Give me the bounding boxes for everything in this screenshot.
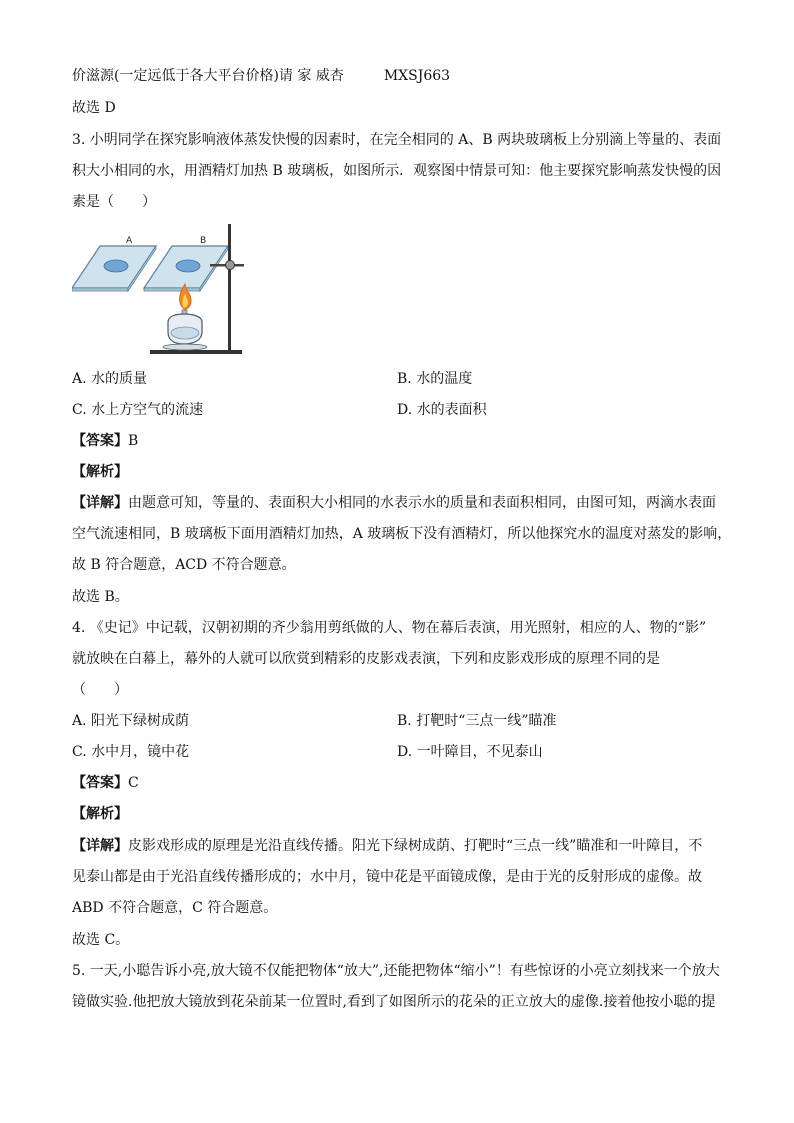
q3-option-c: C. 水上方空气的流速	[72, 402, 204, 418]
q4-detail-line3: ABD 不符合题意，C 符合题意。	[72, 900, 278, 916]
q4-option-a: A. 阳光下绿树成荫	[72, 713, 190, 729]
q3-detail-line2: 空气流速相同，B 玻璃板下面用酒精灯加热，A 玻璃板下没有酒精灯，所以他探究水的温度对蒸发的影响，	[72, 526, 732, 542]
q3-option-a: A. 水的质量	[72, 371, 148, 387]
detail-tag: 【详解】	[72, 495, 128, 511]
plate-b-label: B	[200, 236, 207, 246]
q3-conclusion: 故选 B。	[72, 589, 129, 605]
header-code: MXSJ663	[383, 68, 451, 84]
q3-stem-line3: 素是（ ）	[72, 194, 156, 210]
q3-stem-line1: 3. 小明同学在探究影响液体蒸发快慢的因素时，在完全相同的 A、B 两块玻璃板上分别滴上等量的、表面	[72, 132, 722, 148]
q2-conclusion: 故选 D	[72, 100, 116, 116]
q4-option-b: B. 打靶时“三点一线”瞄准	[397, 713, 557, 729]
q3-detail-line3: 故 B 符合题意，ACD 不符合题意。	[72, 557, 296, 573]
q4-option-d: D. 一叶障目，不见泰山	[397, 744, 543, 760]
water-drop-a	[104, 260, 128, 272]
q4-stem-line1: 4. 《史记》中记载，汉朝初期的齐少翁用剪纸做的人、物在幕后表演，用光照射，相应的人、物的“影”	[72, 620, 707, 636]
answer-tag: 【答案】	[72, 433, 128, 449]
q3-detail-line1	[72, 493, 716, 513]
q5-stem-line2: 镜做实验.他把放大镜放到花朵前某一位置时,看到了如图所示的花朵的正立放大的虚像.接着他按小聪的提	[72, 994, 716, 1010]
answer-value: C	[128, 775, 139, 791]
clamp-icon	[226, 261, 235, 270]
detail-text: 皮影戏形成的原理是光沿直线传播。阳光下绿树成荫、打靶时“三点一线”瞄准和一叶障目，不	[128, 838, 703, 854]
answer-value: B	[128, 433, 139, 449]
q4-option-c: C. 水中月，镜中花	[72, 744, 190, 760]
q3-option-b: B. 水的温度	[397, 371, 473, 387]
detail-text: 由题意可知，等量的、表面积大小相同的水表示水的质量和表面积相同，由图可知，两滴水表面	[128, 495, 716, 511]
q3-option-d: D. 水的表面积	[397, 402, 487, 418]
stand-rod	[228, 224, 231, 352]
q3-answer	[72, 431, 138, 451]
q4-detail-line2: 见泰山都是由于光沿直线传播形成的；水中月，镜中花是平面镜成像，是由于光的反射形成的虚像。故	[72, 869, 702, 885]
q4-analysis-tag: 【解析】	[72, 806, 128, 822]
header-line	[72, 66, 450, 86]
plate-a-label: A	[126, 236, 133, 246]
q3-analysis-tag: 【解析】	[72, 464, 128, 480]
q4-stem-line2: 就放映在白幕上，幕外的人就可以欣赏到精彩的皮影戏表演，下列和皮影戏形成的原理不同的是	[72, 651, 660, 667]
header-text: 价滋源(一定远低于各大平台价格)请 家 威杏	[72, 68, 344, 84]
answer-tag: 【答案】	[72, 775, 128, 791]
q4-stem-line3: （ ）	[72, 682, 128, 698]
water-drop-b	[176, 260, 200, 272]
q4-answer	[72, 773, 139, 793]
detail-tag: 【详解】	[72, 838, 128, 854]
q3-stem-line2: 积大小相同的水，用酒精灯加热 B 玻璃板，如图所示．观察图中情景可知：他主要探究影响蒸发快慢的因	[72, 163, 722, 179]
q5-stem-line1: 5. 一天,小聪告诉小亮,放大镜不仅能把物体“放大”,还能把物体“缩小”！有些惊讶的小亮立刻找来一个放大	[72, 963, 720, 979]
q4-detail-line1	[72, 836, 702, 856]
stand-base	[150, 350, 242, 354]
evaporation-experiment-figure	[72, 222, 252, 358]
q4-conclusion: 故选 C。	[72, 932, 130, 948]
